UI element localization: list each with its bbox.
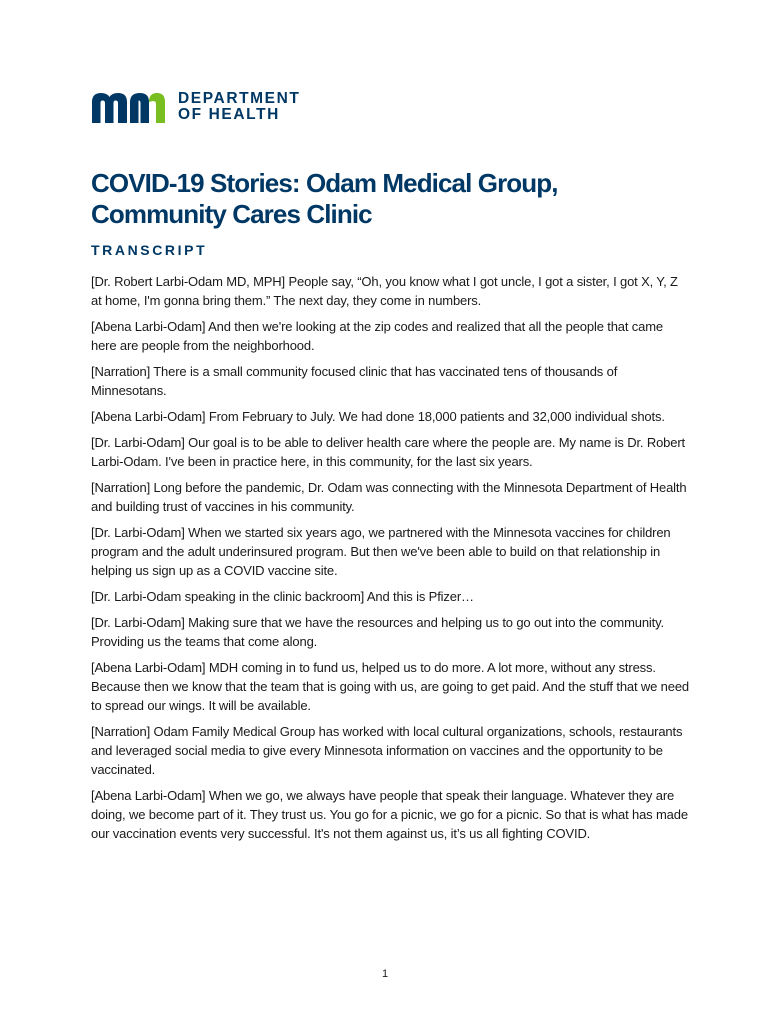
page-number: 1 <box>381 968 389 980</box>
transcript-paragraph: [Narration] Long before the pandemic, Dr. Odam was connecting with the Minnesota Department of Health and building trust of vaccines in his community. <box>91 480 687 514</box>
transcript-paragraph: [Abena Larbi-Odam] From February to July. We had done 18,000 patients and 32,000 individual shots. <box>91 409 665 424</box>
transcript-paragraph: [Abena Larbi-Odam] When we go, we always have people that speak their language. Whatever they are doing, we become part of it. They trust us. You go for a picnic, we go for a picnic. So that is what has made our vaccination events very successful. It's not them against us, it’s us all fighting COVID. <box>91 788 688 841</box>
transcript-paragraph: [Dr. Larbi-Odam] When we started six years ago, we partnered with the Minnesota vaccines for children program and the adult underinsured program. But then we've been able to build on that relationship in helping us sign up as a COVID vaccine site. <box>91 525 671 578</box>
mn-state-logo-icon <box>91 90 166 124</box>
transcript-paragraph: [Narration] There is a small community focused clinic that has vaccinated tens of thousands of Minnesotans. <box>91 364 618 398</box>
logo-line-1: DEPARTMENT <box>178 90 301 107</box>
transcript-paragraph: [Narration] Odam Family Medical Group has worked with local cultural organizations, schools, restaurants and leveraged social media to give every Minnesota information on vaccines and the opportunity to be vaccinated. <box>91 724 683 777</box>
logo-line-2: OF HEALTH <box>178 106 280 123</box>
section-label: TRANSCRIPT <box>91 242 208 258</box>
transcript-paragraph: [Dr. Larbi-Odam] Our goal is to be able to deliver health care where the people are. My name is Dr. Robert Larbi-Odam. I've been in practice here, in this community, for the last six years. <box>91 435 685 469</box>
transcript-paragraph: [Dr. Larbi-Odam] Making sure that we have the resources and helping us to go out into the community. Providing us the teams that come along. <box>91 615 664 649</box>
transcript-paragraph: [Dr. Larbi-Odam speaking in the clinic backroom] And this is Pfizer… <box>91 589 474 604</box>
transcript-paragraph: [Abena Larbi-Odam] MDH coming in to fund us, helped us to do more. A lot more, without any stress. Because then we know that the team that is going with us, are going to get paid. And the stuff that we need to spread our wings. It will be available. <box>91 660 690 713</box>
transcript-paragraph: [Dr. Robert Larbi-Odam MD, MPH] People say, “Oh, you know what I got uncle, I got a sister, I got X, Y, Z at home, I'm gonna bring them.” The next day, they come in numbers. <box>91 274 678 308</box>
page-title: COVID-19 Stories: Odam Medical Group, Community Cares Clinic <box>91 168 558 229</box>
transcript-paragraph: [Abena Larbi-Odam] And then we're looking at the zip codes and realized that all the people that came here are people from the neighborhood. <box>91 319 663 353</box>
transcript-body <box>91 272 691 850</box>
logo-wordmark <box>178 91 301 123</box>
mdh-logo <box>91 90 301 124</box>
